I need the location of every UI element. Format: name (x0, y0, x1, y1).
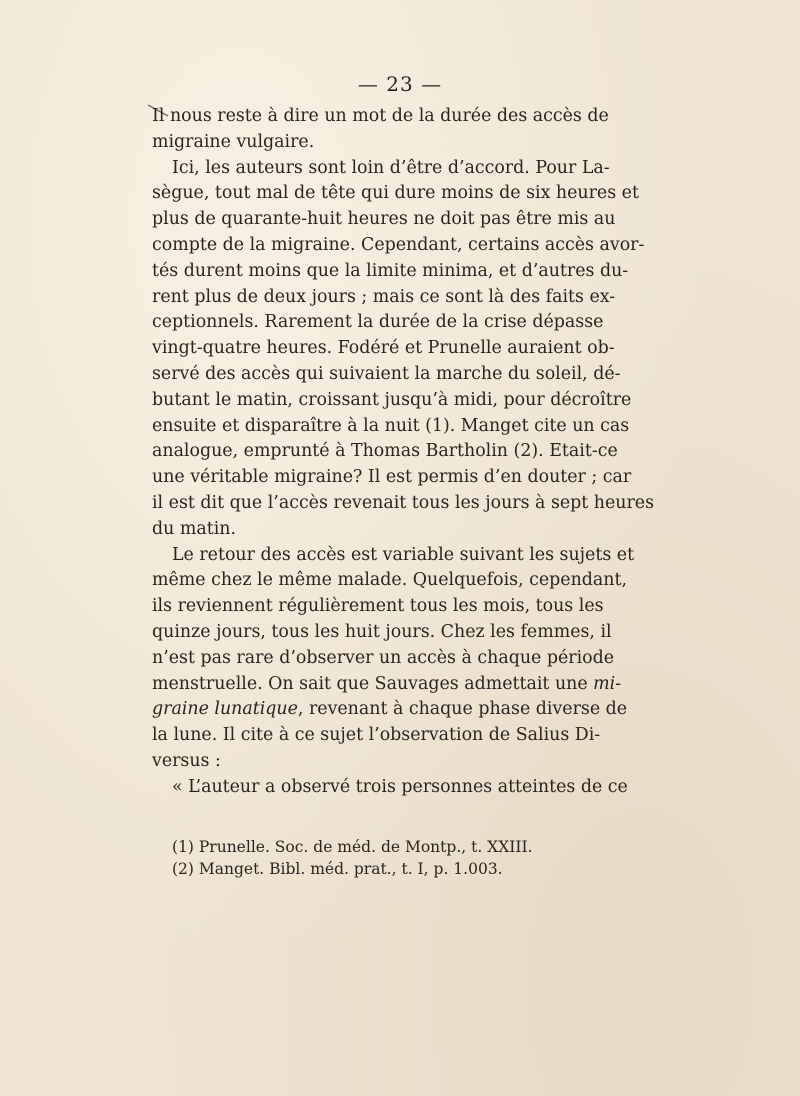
text-line: la lune. Il cite à ce sujet l’observation de Salius Di- (152, 725, 601, 746)
italic-segment: graine lunatique (152, 699, 298, 720)
footnotes (172, 836, 592, 880)
text-line (152, 672, 622, 698)
text-line: ils reviennent régulièrement tous les mois, tous les (152, 596, 604, 617)
footnote-2: (2) Manget. Bibl. méd. prat., t. I, p. 1.003. (172, 860, 503, 878)
text-line: Ici, les auteurs sont loin d’être d’accord. Pour La- (172, 157, 610, 178)
text-line: versus : (152, 750, 221, 771)
text-line: analogue, emprunté à Thomas Bartholin (2). Etait-ce (152, 441, 618, 462)
text-line: une véritable migraine? Il est permis d’en douter ; car (152, 467, 632, 488)
text-line (152, 697, 628, 723)
text-line: du matin. (152, 518, 236, 539)
text-segment: , revenant à chaque phase diverse de (297, 699, 628, 720)
text-line: compte de la migraine. Cependant, certains accès avor- (152, 234, 645, 255)
italic-segment: mi- (593, 673, 622, 694)
text-line: « L’auteur a observé trois personnes atteintes de ce (172, 776, 628, 797)
text-line: migraine vulgaire. (152, 131, 315, 152)
text-line: Le retour des accès est variable suivant les sujets et (172, 544, 635, 565)
text-line: butant le matin, croissant jusqu’à midi, pour décroître (152, 389, 632, 410)
text-line: il est dit que l’accès revenait tous les jours à sept heures (152, 492, 655, 513)
text-line: rent plus de deux jours ; mais ce sont là des faits ex- (152, 286, 616, 307)
text-line: sègue, tout mal de tête qui dure moins de six heures et (152, 183, 639, 204)
text-line: ensuite et disparaître à la nuit (1). Manget cite un cas (152, 415, 630, 436)
body-text (152, 104, 655, 801)
text-line: même chez le même malade. Quelquefois, cependant, (152, 570, 628, 591)
text-line: servé des accès qui suivaient la marche du soleil, dé- (152, 363, 621, 384)
text-segment: menstruelle. On sait que Sauvages admettait une (152, 673, 588, 694)
text-line: Il nous reste à dire un mot de la durée des accès de (152, 106, 609, 126)
text-line: tés durent moins que la limite minima, et d’autres du- (152, 260, 629, 281)
text-line: vingt-quatre heures. Fodéré et Prunelle auraient ob- (152, 338, 615, 359)
page-number: — 23 — (357, 72, 443, 96)
text-line: ceptionnels. Rarement la durée de la crise dépasse (152, 312, 604, 333)
text-line: quinze jours, tous les huit jours. Chez les femmes, il (152, 621, 612, 642)
footnote-1: (1) Prunelle. Soc. de méd. de Montp., t. XXIII. (172, 838, 533, 856)
text-line: n’est pas rare d’observer un accès à chaque période (152, 647, 615, 668)
text-line: plus de quarante-huit heures ne doit pas être mis au (152, 209, 616, 230)
